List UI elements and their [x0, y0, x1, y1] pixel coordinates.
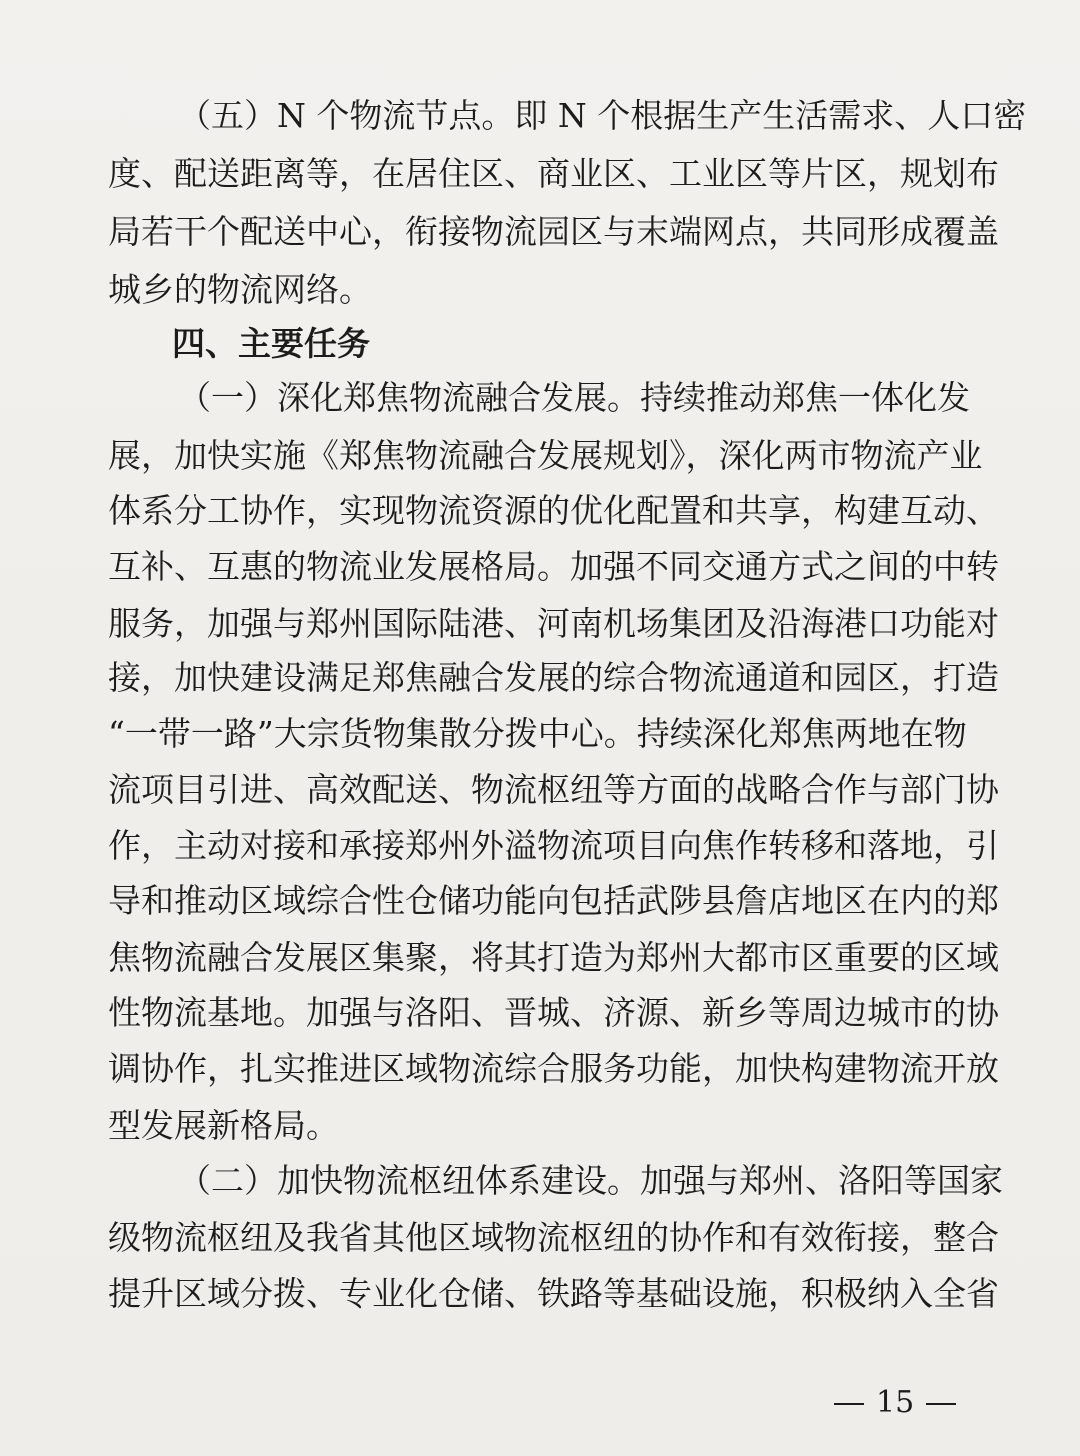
- text-line: 型发展新格局。: [108, 1106, 339, 1145]
- text-line: 度、配送距离等，在居住区、商业区、工业区等片区，规划布: [108, 154, 999, 193]
- text-line: 性物流基地。加强与洛阳、晋城、济源、新乡等周边城市的协: [108, 993, 999, 1032]
- text-line: （一）深化郑焦物流融合发展。持续推动郑焦一体化发: [178, 378, 970, 417]
- text-line: 提升区域分拨、专业化仓储、铁路等基础设施，积极纳入全省: [108, 1274, 999, 1313]
- text-line: 级物流枢纽及我省其他区域物流枢纽的协作和有效衔接，整合: [108, 1218, 999, 1257]
- text-line: 导和推动区域综合性仓储功能向包括武陟县詹店地区在内的郑: [108, 881, 999, 920]
- page-number-dash-right: [926, 1403, 956, 1405]
- text-line: （二）加快物流枢纽体系建设。加强与郑州、洛阳等国家: [178, 1161, 1003, 1200]
- page-number: [0, 1383, 1080, 1423]
- text-line: （五）N 个物流节点。即 N 个根据生产生活需求、人口密: [178, 96, 1027, 135]
- text-line: 流项目引进、高效配送、物流枢纽等方面的战略合作与部门协: [108, 770, 999, 809]
- text-line: 服务，加强与郑州国际陆港、河南机场集团及沿海港口功能对: [108, 604, 999, 643]
- text-line: “一带一路”大宗货物集散分拨中心。持续深化郑焦两地在物: [108, 714, 967, 753]
- page-number-dash-left: [834, 1403, 864, 1405]
- text-line: 局若干个配送中心，衔接物流园区与末端网点，共同形成覆盖: [108, 212, 999, 251]
- text-line: 展，加快实施《郑焦物流融合发展规划》，深化两市物流产业: [108, 436, 983, 475]
- text-line: 焦物流融合发展区集聚，将其打造为郑州大都市区重要的区域: [108, 938, 999, 977]
- text-line: 体系分工协作，实现物流资源的优化配置和共享，构建互动、: [108, 491, 999, 530]
- text-line: 互补、互惠的物流业发展格局。加强不同交通方式之间的中转: [108, 547, 999, 586]
- text-line: 作，主动对接和承接郑州外溢物流项目向焦作转移和落地，引: [108, 826, 999, 865]
- text-line: 调协作，扎实推进区域物流综合服务功能，加快构建物流开放: [108, 1049, 999, 1088]
- page-number-value: 15: [876, 1385, 915, 1420]
- text-line: 城乡的物流网络。: [108, 270, 372, 309]
- section-heading: 四、主要任务: [172, 324, 370, 363]
- text-line: 接，加快建设满足郑焦融合发展的综合物流通道和园区，打造: [108, 658, 999, 697]
